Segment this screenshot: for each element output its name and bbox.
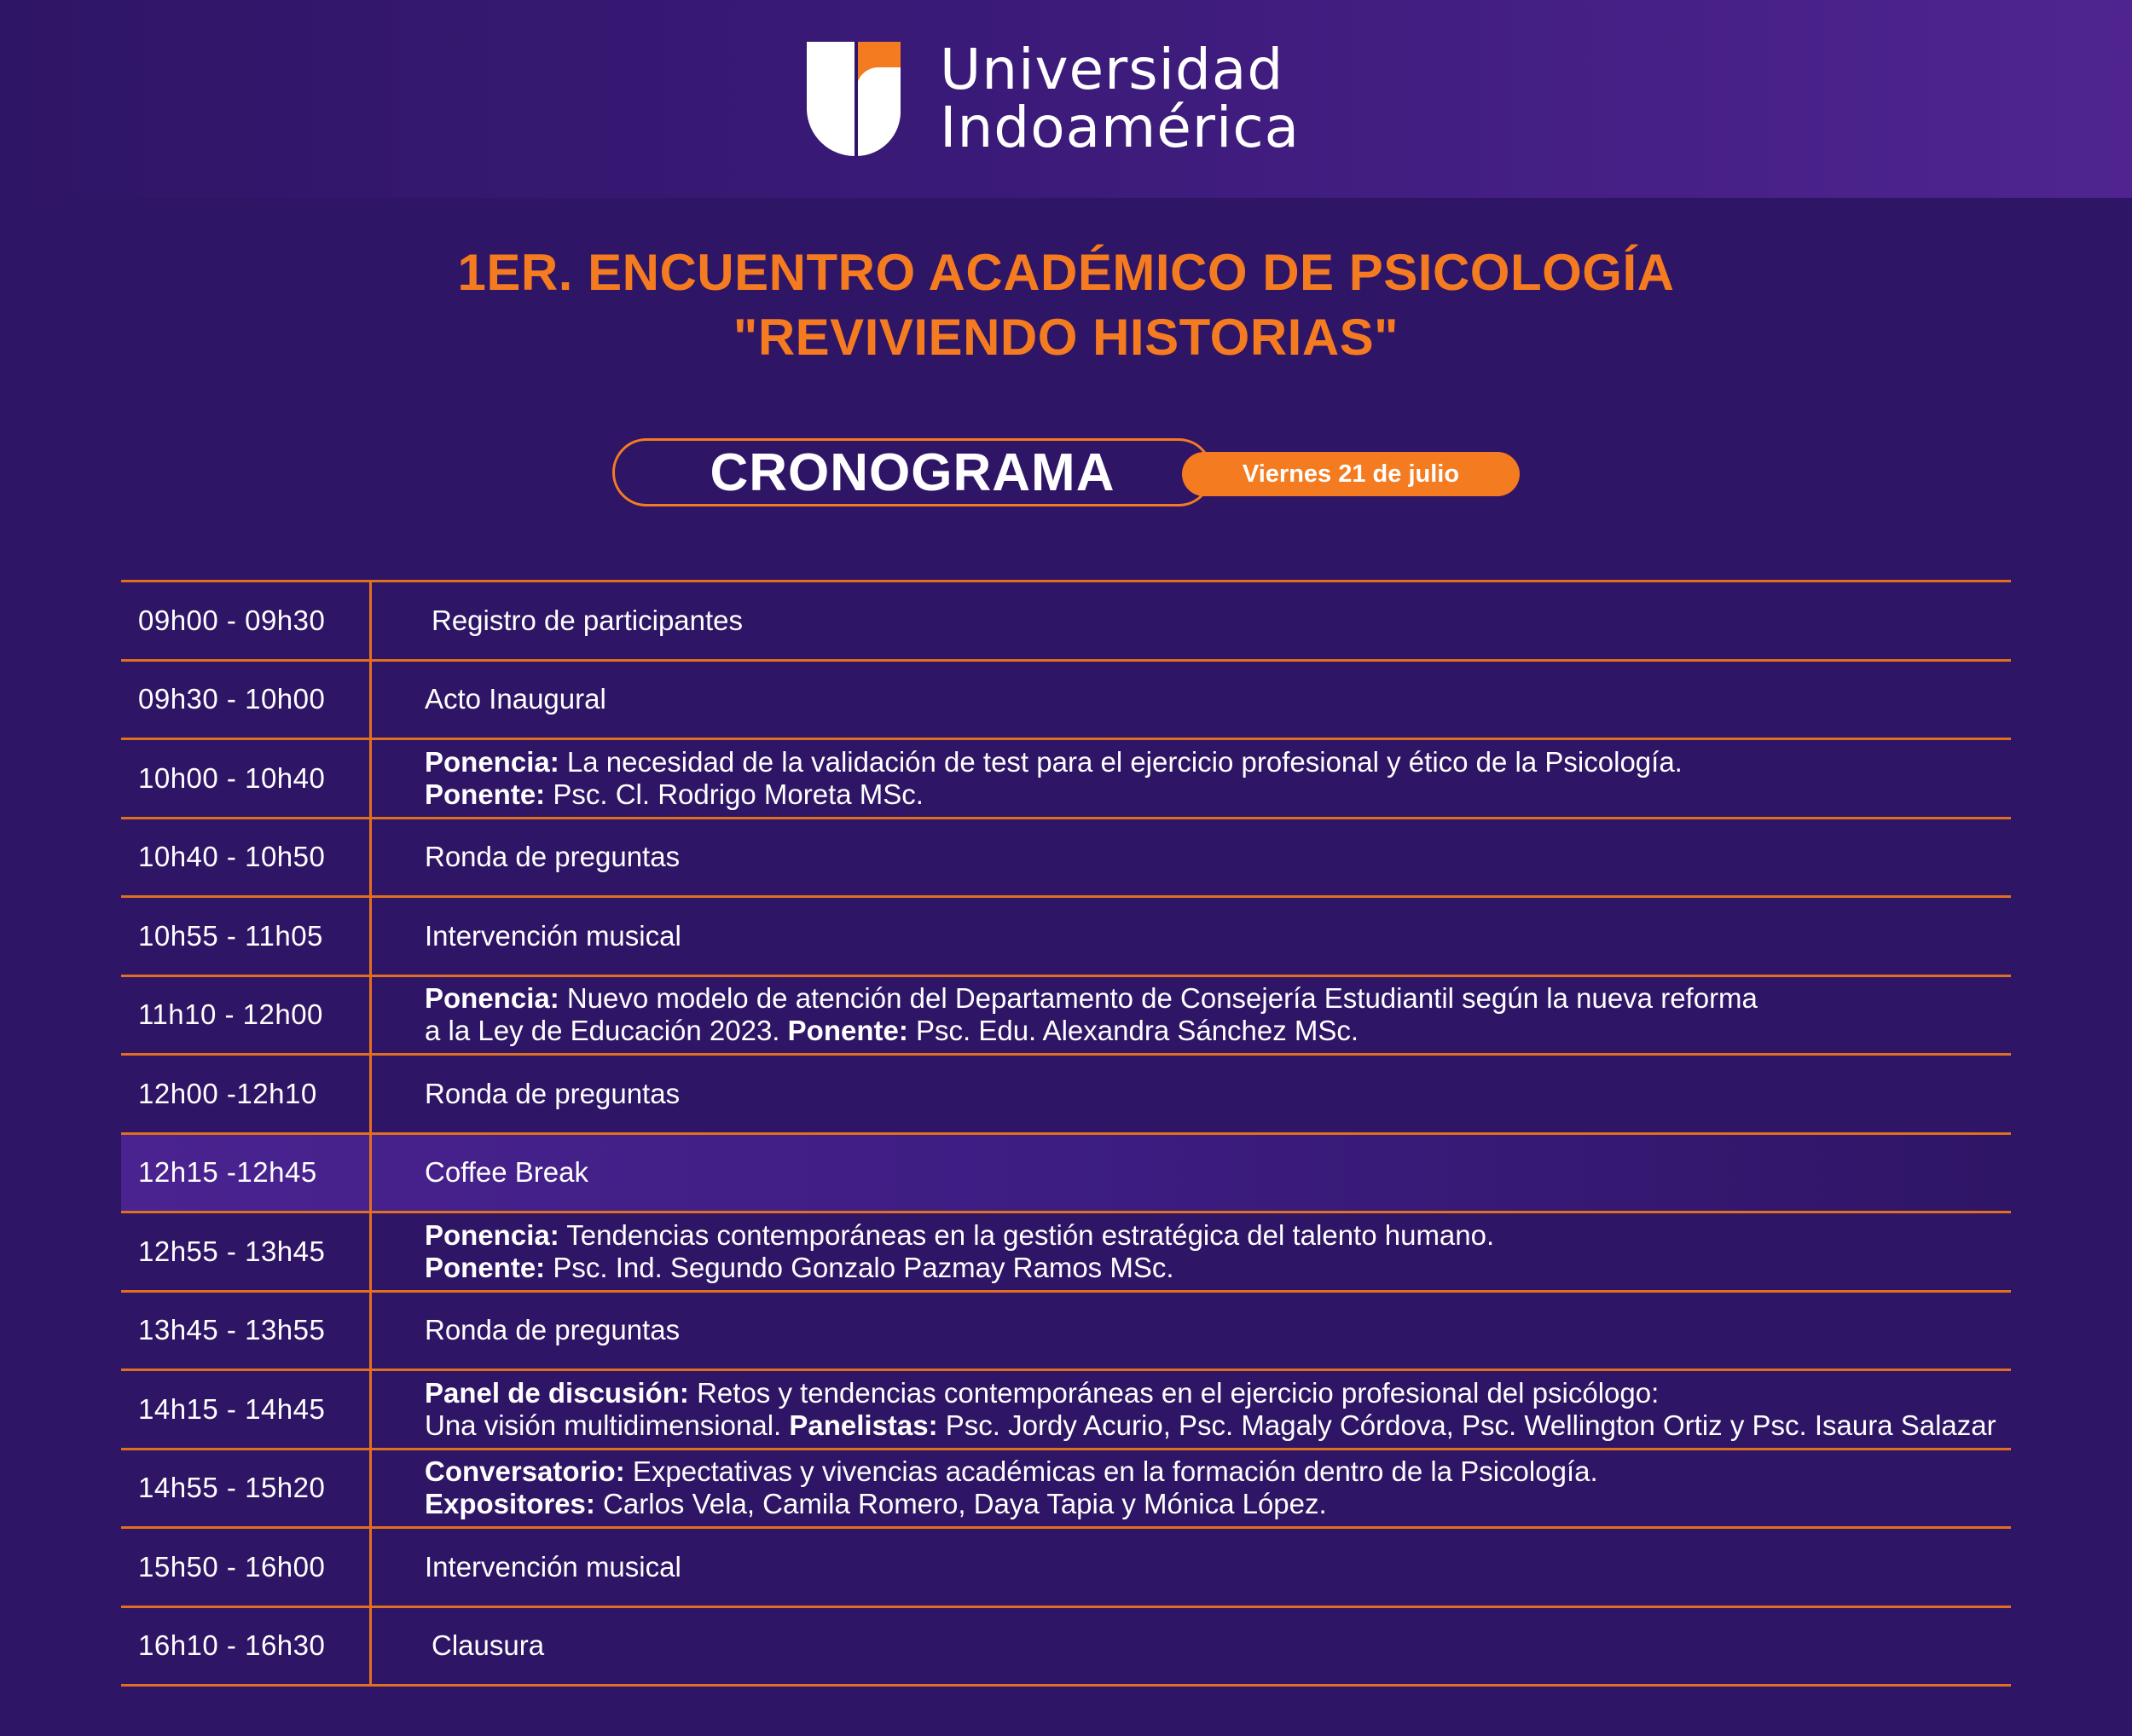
row-activity <box>372 582 2011 659</box>
activity-text: Acto Inaugural <box>425 683 606 715</box>
schedule-row <box>121 1371 2011 1450</box>
schedule-row <box>121 1450 2011 1530</box>
activity-detail: Tendencias contemporáneas en la gestión estratégica del talento humano. <box>559 1218 1495 1251</box>
event-title-line-2: "REVIVIENDO HISTORIAS" <box>733 309 1399 366</box>
row-activity <box>372 1608 2011 1685</box>
presenters-label: Expositores: <box>425 1488 595 1520</box>
activity-line-2 <box>425 1015 2011 1047</box>
activity-label: Conversatorio: <box>425 1455 625 1488</box>
speaker-label: Ponente: <box>787 1015 908 1047</box>
activity-text: Clausura <box>432 1629 545 1662</box>
activity-label: Ponencia: <box>425 982 559 1015</box>
event-title-line-1: 1ER. ENCUENTRO ACADÉMICO DE PSICOLOGÍA <box>457 244 1675 301</box>
speaker-name: Psc. Edu. Alexandra Sánchez MSc. <box>907 1015 1359 1047</box>
row-time: 12h55 - 13h45 <box>121 1213 372 1290</box>
schedule-row <box>121 898 2011 977</box>
activity-text: Ronda de preguntas <box>425 1077 681 1109</box>
activity-line-2 <box>425 1409 2011 1442</box>
row-time: 11h10 - 12h00 <box>121 977 372 1054</box>
activity-detail: La necesidad de la validación de test para el ejercicio profesional y ético de la Psicología. <box>559 745 1683 778</box>
row-activity <box>372 1293 2011 1369</box>
row-time: 10h00 - 10h40 <box>121 740 372 817</box>
row-time: 13h45 - 13h55 <box>121 1293 372 1369</box>
row-activity <box>372 1056 2011 1132</box>
schedule-row <box>121 1529 2011 1608</box>
activity-text: Intervención musical <box>425 919 681 952</box>
row-time: 09h00 - 09h30 <box>121 582 372 659</box>
row-time: 16h10 - 16h30 <box>121 1608 372 1685</box>
panelists-label: Panelistas: <box>789 1409 938 1441</box>
row-time: 10h40 - 10h50 <box>121 819 372 896</box>
row-time: 09h30 - 10h00 <box>121 662 372 738</box>
row-time: 15h50 - 16h00 <box>121 1529 372 1606</box>
activity-label: Ponencia: <box>425 1218 559 1251</box>
row-activity <box>372 1450 2011 1527</box>
schedule-row <box>121 977 2011 1056</box>
activity-text: Ronda de preguntas <box>425 841 681 873</box>
schedule-row <box>121 1293 2011 1372</box>
cronograma-label: CRONOGRAMA <box>710 443 1115 502</box>
activity-line-1 <box>425 982 2011 1015</box>
activity-line-2 <box>425 778 2011 811</box>
activity-label: Ponencia: <box>425 745 559 778</box>
activity-detail: Retos y tendencias contemporáneas en el ejercicio profesional del psicólogo: <box>688 1376 1660 1409</box>
schedule-row <box>121 740 2011 819</box>
date-badge <box>1182 452 1520 496</box>
event-title <box>0 240 2132 370</box>
activity-line-1 <box>425 1219 2011 1252</box>
activity-line-1 <box>425 1455 2011 1488</box>
speaker-name: Psc. Ind. Segundo Gonzalo Pazmay Ramos MSc. <box>545 1251 1174 1283</box>
row-activity <box>372 1371 2011 1448</box>
row-activity <box>372 819 2011 896</box>
row-time: 12h15 -12h45 <box>121 1135 372 1212</box>
cronograma-heading <box>612 438 1213 506</box>
speaker-label: Ponente: <box>425 1251 546 1283</box>
activity-detail-cont: Una visión multidimensional. <box>425 1409 790 1441</box>
activity-text: Intervención musical <box>425 1550 681 1583</box>
activity-text: Registro de participantes <box>432 604 744 636</box>
activity-text: Coffee Break <box>425 1156 589 1189</box>
schedule-row <box>121 819 2011 899</box>
row-activity <box>372 898 2011 975</box>
row-activity <box>372 740 2011 817</box>
logo-line-1: Universidad <box>940 37 1284 102</box>
date-label: Viernes 21 de julio <box>1242 460 1460 488</box>
logo-wordmark <box>940 37 1301 160</box>
row-activity <box>372 1213 2011 1290</box>
row-time: 14h15 - 14h45 <box>121 1371 372 1448</box>
activity-text: Ronda de preguntas <box>425 1314 681 1346</box>
schedule-row <box>121 1056 2011 1135</box>
row-activity <box>372 977 2011 1054</box>
activity-label: Panel de discusión: <box>425 1376 689 1409</box>
activity-line-1 <box>425 746 2011 778</box>
row-activity <box>372 1529 2011 1606</box>
row-time: 14h55 - 15h20 <box>121 1450 372 1527</box>
schedule-row <box>121 1608 2011 1687</box>
row-time: 12h00 -12h10 <box>121 1056 372 1132</box>
schedule-table <box>121 580 2011 1687</box>
indoamerica-logo-icon <box>807 42 901 156</box>
activity-line-1 <box>425 1377 2011 1409</box>
logo-line-2: Indoamérica <box>940 95 1301 160</box>
row-activity <box>372 662 2011 738</box>
schedule-row-coffee-break <box>121 1135 2011 1214</box>
schedule-row <box>121 1213 2011 1293</box>
schedule-row <box>121 662 2011 741</box>
panelists-names: Psc. Jordy Acurio, Psc. Magaly Córdova, Psc. Wellington Ortiz y Psc. Isaura Salazar <box>937 1409 1996 1441</box>
activity-detail: Expectativas y vivencias académicas en la formación dentro de la Psicología. <box>624 1455 1598 1488</box>
presenters-names: Carlos Vela, Camila Romero, Daya Tapia y Mónica López. <box>594 1488 1327 1520</box>
activity-line-2 <box>425 1488 2011 1520</box>
speaker-label: Ponente: <box>425 778 546 810</box>
speaker-name: Psc. Cl. Rodrigo Moreta MSc. <box>545 778 924 810</box>
row-activity <box>372 1135 2011 1212</box>
activity-line-2 <box>425 1252 2011 1284</box>
schedule-row <box>121 582 2011 662</box>
activity-detail-cont: a la Ley de Educación 2023. <box>425 1015 788 1047</box>
activity-detail: Nuevo modelo de atención del Departamento de Consejería Estudiantil según la nueva reforma <box>559 982 1758 1015</box>
university-logo <box>807 37 1301 160</box>
row-time: 10h55 - 11h05 <box>121 898 372 975</box>
